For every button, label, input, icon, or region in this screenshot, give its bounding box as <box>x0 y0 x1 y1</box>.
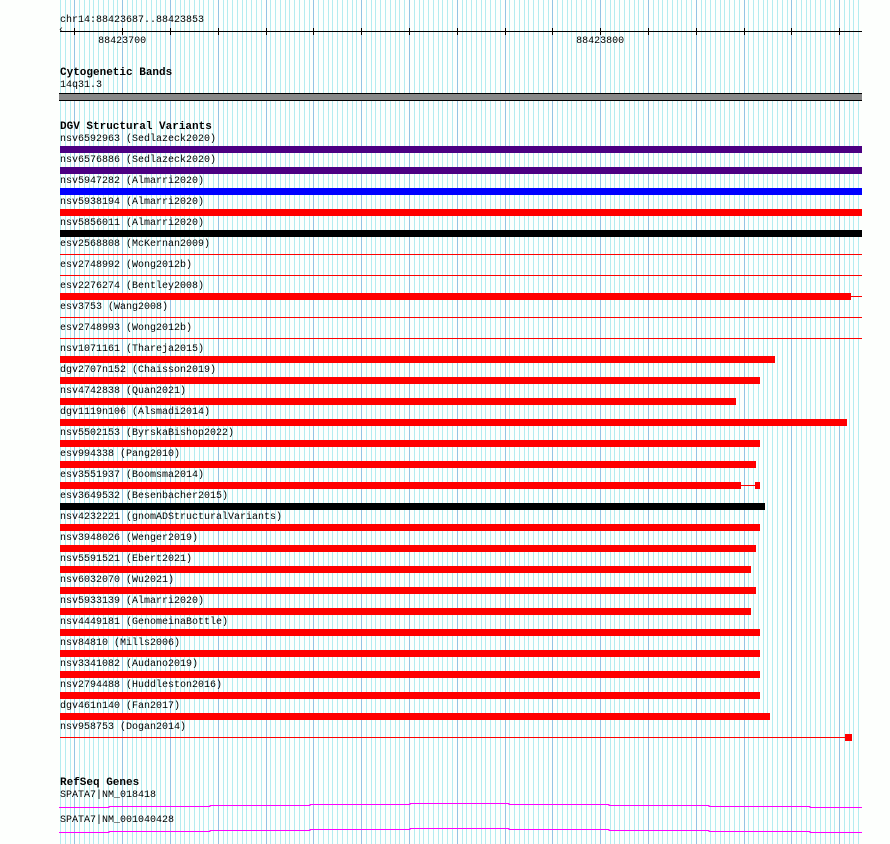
ruler-tick <box>74 28 75 35</box>
gene-label[interactable]: SPATA7|NM_018418 <box>60 790 157 801</box>
sv-feature-bar[interactable] <box>60 356 775 363</box>
cytoband-label: 14q31.3 <box>60 80 103 91</box>
sv-feature-label[interactable]: nsv5856011 (Almarri2020) <box>60 218 205 229</box>
ruler-label: 88423700 <box>98 36 147 47</box>
sv-feature-line[interactable] <box>60 317 862 318</box>
ruler-tick <box>218 28 219 35</box>
sv-feature-line[interactable] <box>60 737 845 738</box>
ruler-tick <box>313 28 314 35</box>
sv-feature-label[interactable]: esv3649532 (Besenbacher2015) <box>60 491 229 502</box>
sv-feature-label[interactable]: nsv3341082 (Audano2019) <box>60 659 199 670</box>
ruler-line <box>60 31 862 32</box>
ruler-tick <box>552 28 553 35</box>
sv-feature-label[interactable]: nsv5938194 (Almarri2020) <box>60 197 205 208</box>
sv-feature-bar[interactable] <box>60 188 862 195</box>
ruler-tick <box>457 28 458 35</box>
sv-feature-label[interactable]: nsv4742838 (Quan2021) <box>60 386 187 397</box>
scroll-left-arrow-icon[interactable]: ‹ <box>58 25 65 36</box>
ruler-tick <box>505 28 506 35</box>
ruler-tick <box>122 28 123 35</box>
dgv-track-title[interactable]: DGV Structural Variants <box>60 121 212 133</box>
sv-feature-bar[interactable] <box>60 377 760 384</box>
sv-feature-bar[interactable] <box>60 713 770 720</box>
sv-feature-label[interactable]: nsv6032070 (Wu2021) <box>60 575 175 586</box>
sv-feature-label[interactable]: esv3551937 (Boomsma2014) <box>60 470 205 481</box>
sv-feature-bar[interactable] <box>60 545 756 552</box>
sv-feature-bar[interactable] <box>60 524 760 531</box>
sv-feature-bar[interactable] <box>60 482 741 489</box>
location-label: chr14:88423687..88423853 <box>60 15 205 26</box>
sv-feature-line[interactable] <box>60 338 862 339</box>
sv-feature-label[interactable]: nsv84810 (Mills2006) <box>60 638 181 649</box>
ruler-tick <box>744 28 745 35</box>
sv-feature-bar[interactable] <box>60 692 760 699</box>
sv-feature-label[interactable]: nsv5933139 (Almarri2020) <box>60 596 205 607</box>
sv-feature-bar[interactable] <box>60 230 862 237</box>
refseq-track-title[interactable]: RefSeq Genes <box>60 777 140 789</box>
sv-feature-bar[interactable] <box>60 167 862 174</box>
sv-feature-bar[interactable] <box>60 671 760 678</box>
ruler-tick <box>409 28 410 35</box>
sv-feature-bar[interactable] <box>60 398 736 405</box>
ruler-tick <box>266 28 267 35</box>
sv-feature-bar[interactable] <box>60 419 847 426</box>
ruler-tick <box>600 28 601 35</box>
ruler-label: 88423800 <box>576 36 625 47</box>
sv-feature-label[interactable]: nsv6592963 (Sedlazeck2020) <box>60 134 217 145</box>
sv-feature-label[interactable]: dgv2707n152 (Chaisson2019) <box>60 365 217 376</box>
sv-feature-bar[interactable] <box>60 566 751 573</box>
sv-feature-bar[interactable] <box>755 482 760 489</box>
sv-feature-bar[interactable] <box>60 587 756 594</box>
ruler-tick <box>648 28 649 35</box>
sv-feature-label[interactable]: esv2748993 (Wong2012b) <box>60 323 193 334</box>
sv-feature-label[interactable]: nsv1071161 (Thareja2015) <box>60 344 205 355</box>
sv-feature-bar[interactable] <box>60 209 862 216</box>
sv-feature-line[interactable] <box>60 254 862 255</box>
sv-feature-label[interactable]: nsv958753 (Dogan2014) <box>60 722 187 733</box>
sv-feature-label[interactable]: nsv5947282 (Almarri2020) <box>60 176 205 187</box>
sv-feature-line[interactable] <box>741 485 755 486</box>
sv-feature-bar[interactable] <box>60 440 760 447</box>
sv-feature-bar[interactable] <box>60 650 760 657</box>
sv-feature-bar[interactable] <box>845 734 851 741</box>
cytoband-bar[interactable] <box>59 93 862 101</box>
sv-feature-label[interactable]: nsv6576886 (Sedlazeck2020) <box>60 155 217 166</box>
sv-feature-label[interactable]: esv2276274 (Bentley2008) <box>60 281 205 292</box>
sv-feature-label[interactable]: esv994338 (Pang2010) <box>60 449 181 460</box>
ruler-tick <box>839 28 840 35</box>
sv-feature-label[interactable]: esv3753 (Wang2008) <box>60 302 169 313</box>
sv-feature-label[interactable]: esv2568808 (McKernan2009) <box>60 239 211 250</box>
cytoband-track-title[interactable]: Cytogenetic Bands <box>60 67 173 79</box>
ruler-tick <box>791 28 792 35</box>
sv-feature-label[interactable]: esv2748992 (Wong2012b) <box>60 260 193 271</box>
sv-feature-label[interactable]: nsv5502153 (ByrskaBishop2022) <box>60 428 235 439</box>
sv-feature-label[interactable]: nsv3948026 (Wenger2019) <box>60 533 199 544</box>
sv-feature-label[interactable]: dgv1119n106 (Alsmadi2014) <box>60 407 211 418</box>
sv-feature-bar[interactable] <box>60 503 765 510</box>
sv-feature-bar[interactable] <box>60 461 756 468</box>
gene-label[interactable]: SPATA7|NM_001040428 <box>60 815 175 826</box>
sv-feature-label[interactable]: nsv4232221 (gnomADStructuralVariants) <box>60 512 283 523</box>
ruler-tick <box>361 28 362 35</box>
sv-feature-bar[interactable] <box>60 146 862 153</box>
sv-feature-label[interactable]: nsv2794488 (Huddleston2016) <box>60 680 223 691</box>
sv-feature-label[interactable]: nsv4449181 (GenomeinaBottle) <box>60 617 229 628</box>
ruler-tick <box>170 28 171 35</box>
sv-feature-bar[interactable] <box>60 293 851 300</box>
sv-feature-bar[interactable] <box>60 608 751 615</box>
sv-feature-line[interactable] <box>851 296 862 297</box>
sv-feature-label[interactable]: dgv461n140 (Fan2017) <box>60 701 181 712</box>
sv-feature-bar[interactable] <box>60 629 760 636</box>
ruler-tick <box>696 28 697 35</box>
sv-feature-label[interactable]: nsv5591521 (Ebert2021) <box>60 554 193 565</box>
sv-feature-line[interactable] <box>60 275 862 276</box>
